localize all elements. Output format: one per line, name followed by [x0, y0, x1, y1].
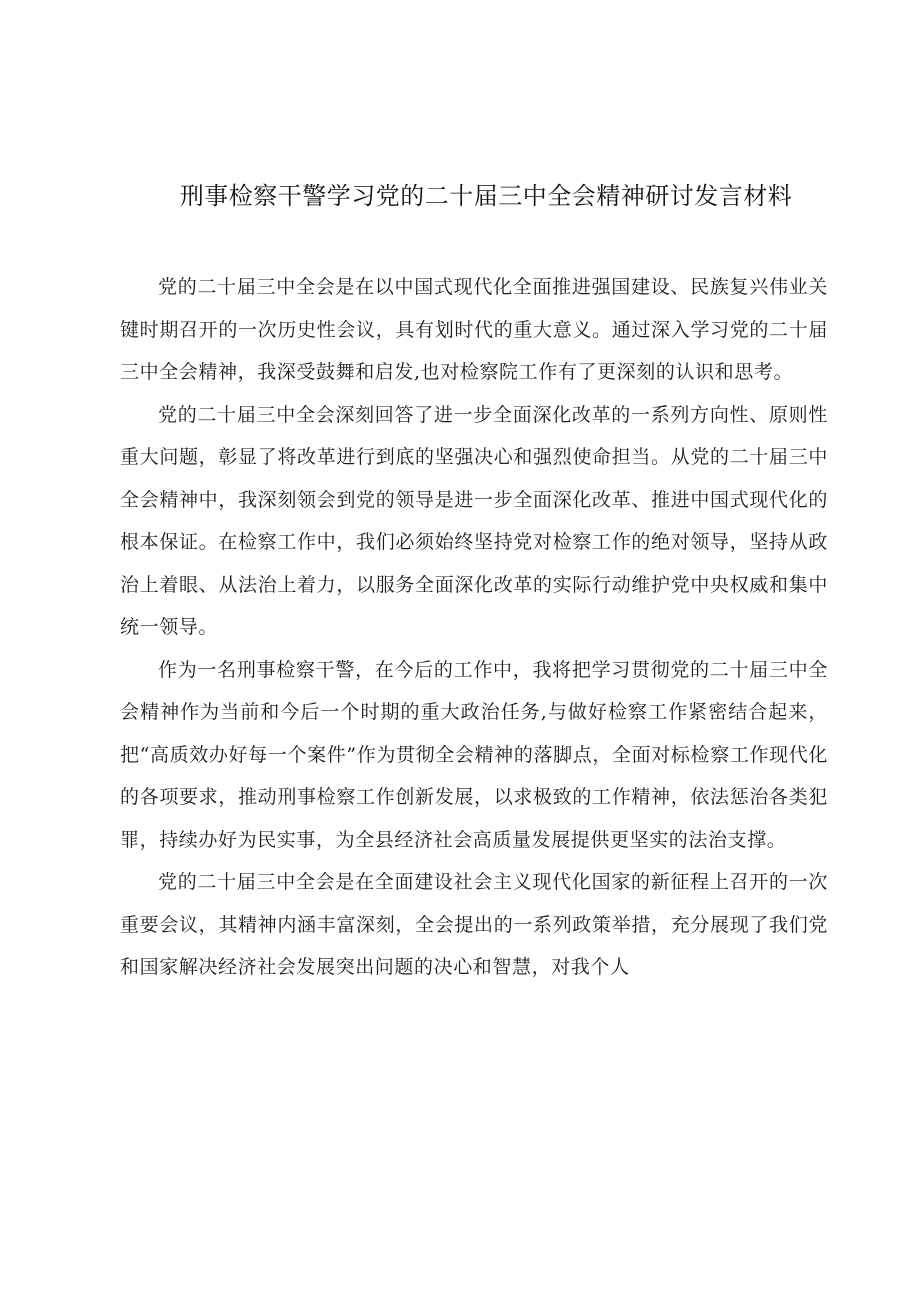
document-body: [120, 266, 828, 989]
paragraph-2: 党的二十届三中全会深刻回答了进一步全面深化改革的一系列方向性、原则性重大问题，彰显了将改革进行到底的坚强决心和强烈使命担当。从党的二十届三中全会精神中，我深刻领会到党的领导是进一步全面深化改革、推进中国式现代化的根本保证。在检察工作中，我们必须始终坚持党对检察工作的绝对领导，坚持从政治上着眼、从法治上着力，以服务全面深化改革的实际行动维护党中央权威和集中统一领导。: [120, 403, 828, 638]
paragraph-4: 党的二十届三中全会是在全面建设社会主义现代化国家的新征程上召开的一次重要会议，其精神内涵丰富深刻，全会提出的一系列政策举措，充分展现了我们党和国家解决经济社会发展突出问题的决心和智慧，对我个人: [120, 871, 828, 978]
paragraph-3: 作为一名刑事检察干警，在今后的工作中，我将把学习贯彻党的二十届三中全会精神作为当前和今后一个时期的重大政治任务,与做好检察工作紧密结合起来，把“高质效办好每一个案件”作为贯彻全会精神的落脚点，全面对标检察工作现代化的各项要求，推动刑事检察工作创新发展，以求极致的工作精神，依法惩治各类犯罪，持续办好为民实事，为全县经济社会高质量发展提供更坚实的法治支撑。: [120, 658, 828, 851]
paragraph-1: 党的二十届三中全会是在以中国式现代化全面推进强国建设、民族复兴伟业关键时期召开的一次历史性会议，具有划时代的重大意义。通过深入学习党的二十届三中全会精神，我深受鼓舞和启发,也对检察院工作有了更深刻的认识和思考。: [120, 276, 828, 383]
document-title: 刑事检察干警学习党的二十届三中全会精神研讨发言材料: [179, 182, 793, 210]
